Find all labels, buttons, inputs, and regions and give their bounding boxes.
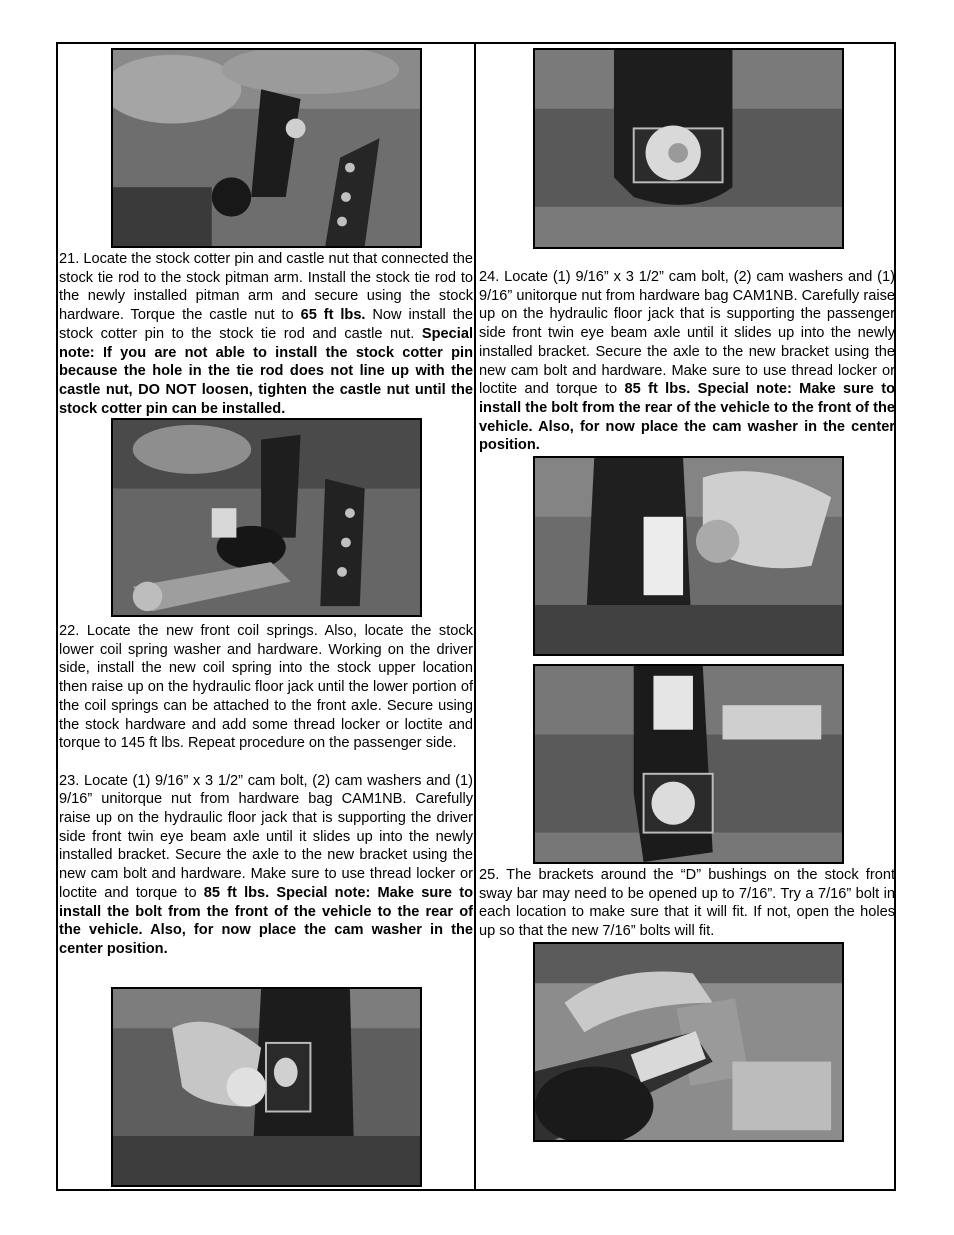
column-divider (474, 42, 476, 1191)
step-23-paragraph (59, 772, 473, 959)
step-22-paragraph: 22. Locate the new front coil springs. Also, locate the stock lower coil spring washer and hardware. Working on the driver side, install the new coil spring into the stock upper location then raise up on the hydraulic floor jack until the lower portion of the coil springs can be attached to the front axle. Secure using the stock hardware and add some thread locker or loctite and torque to 145 ft lbs. Repeat procedure on the passenger side. (59, 623, 473, 752)
step-21-special-note: Special note: If you are not able to install the stock cotter pin because the hole in the tie rod does not line up with the castle nut, DO NOT loosen, tighten the castle nut until the stock cotter pin can be installed. (59, 325, 473, 417)
driver-cam-bolt-photo (111, 987, 422, 1187)
step-23-text-a: 23. Locate (1) 9/16” x 3 1/2” cam bolt, (2) cam washers and (1) 9/16” unitorque nut from hardware bag CAM1NB. Carefully raise up on the hydraulic floor jack that is supporting the driver side front twin eye beam axle until it slides up into the newly installed bracket. Secure the axle to the new bracket using the new cam bolt and hardware. Make sure to use thread locker or loctite and torque to (59, 772, 473, 901)
step-21-text-a: 21. Locate the stock cotter pin and castle nut that connected the stock tie rod to the stock pitman arm. Install the stock tie rod to the newly installed pitman arm and secure using the stock hardware. Torque the castle nut to (59, 251, 473, 324)
step-21-torque: 65 ft lbs. (300, 307, 366, 324)
bracket-bolt-installed-photo (533, 664, 844, 864)
step-21-text (59, 250, 473, 418)
sway-bar-drill-photo (533, 942, 844, 1142)
step-22-text (59, 622, 473, 959)
step-25-paragraph: 25. The brackets around the “D” bushings on the stock front sway bar may need to be opened up to 7/16”. Try a 7/16” bolt in each location to make sure that it will fit. If not, open the holes up so that the new 7/16” bolts will fit. (479, 867, 895, 940)
passenger-bracket-photo (533, 48, 844, 249)
step-24-text (479, 268, 895, 455)
passenger-cam-bolt-photo (533, 456, 844, 656)
step-23-special-note: 85 ft lbs. Special note: Make sure to install the bolt from the front of the vehicle to the rear of the vehicle. Also, for now place the cam washer in the center position. (59, 884, 473, 957)
step-24-text-a: 24. Locate (1) 9/16” x 3 1/2” cam bolt, (2) cam washers and (1) 9/16” unitorque nut from hardware bag CAM1NB. Carefully raise up on the hydraulic floor jack that is supporting the passenger side front twin eye beam axle until it slides up into the newly installed bracket. Secure the axle to the new bracket using the new cam bolt and hardware. Make sure to use thread locker or loctite and torque to (479, 269, 895, 398)
step-21-text-b: Now install the stock cotter pin to the stock tie rod and castle nut. (59, 307, 473, 342)
step-24-special-note: 85 ft lbs. Special note: Make sure to install the bolt from the rear of the vehicle to the front of the vehicle. Also, for now place the cam washer in the center position. (479, 381, 895, 454)
step-25-text (479, 866, 895, 941)
tie-rod-installed-photo (111, 418, 422, 617)
pitman-arm-photo (111, 48, 422, 248)
